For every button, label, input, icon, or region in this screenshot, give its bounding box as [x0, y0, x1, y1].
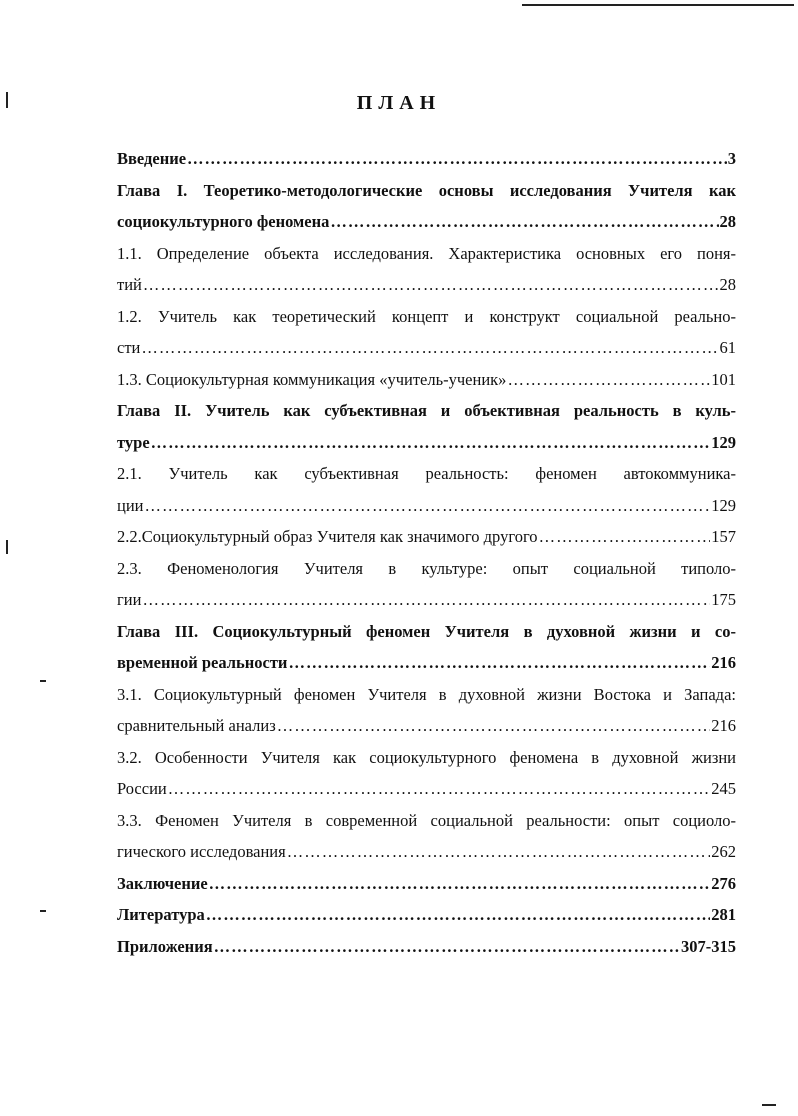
- toc-entry-label: 1.3. Социокультурная коммуникация «учитель-ученик»: [117, 369, 507, 389]
- toc-entry: [117, 836, 736, 868]
- toc-entry: [117, 206, 736, 238]
- toc-entry-label: гического исследования: [117, 842, 286, 861]
- toc-entry-label: Введение: [117, 149, 187, 168]
- scan-artifact-top-rule: [522, 4, 794, 6]
- toc-page-number: 245: [711, 779, 736, 798]
- page-title: ПЛАН: [356, 92, 442, 114]
- toc-leader-dots: [145, 490, 711, 522]
- toc-entry: [117, 490, 736, 522]
- toc-page-number: 276: [711, 873, 736, 893]
- toc-page-number: 28: [719, 275, 736, 294]
- toc-entry-first-line: 1.1. Определение объекта исследования. Характеристика основных его поня-: [117, 243, 736, 263]
- toc-leader-dots: [209, 868, 711, 900]
- toc-entry: [117, 427, 736, 459]
- toc-entry-label: Заключение: [117, 873, 208, 893]
- toc-entry-label: сти: [117, 338, 141, 357]
- toc-entry-label: Приложения: [117, 936, 213, 956]
- toc-entry: [117, 710, 736, 742]
- toc-entry: [117, 773, 736, 805]
- toc-leader-dots: [187, 143, 727, 175]
- toc-entry: [117, 584, 736, 616]
- toc-entry-first-line: Глава I. Теоретико-методологические основы исследования Учителя как: [117, 180, 736, 200]
- toc-entry-label: ции: [117, 495, 144, 515]
- toc-leader-dots: [330, 206, 718, 238]
- toc-entry-first-line: 2.3. Феноменология Учителя в культуре: опыт социальной типоло-: [117, 558, 736, 578]
- toc-entry-label: России: [117, 779, 167, 798]
- toc-page-number: 129: [711, 432, 736, 452]
- toc-entry-first-line: 3.2. Особенности Учителя как социокультурного феномена в духовной жизни: [117, 747, 736, 767]
- toc-leader-dots: [142, 584, 710, 616]
- toc-page-number: 101: [711, 369, 736, 389]
- toc-entry: [117, 931, 736, 963]
- toc-page-number: 175: [711, 590, 736, 609]
- toc-leader-dots: [214, 931, 680, 963]
- toc-page-number: 129: [711, 495, 736, 515]
- toc-entry-label: Литература: [117, 905, 205, 924]
- toc-entry: [117, 332, 736, 364]
- toc-entry-first-line: 1.2. Учитель как теоретический концепт и конструкт социальной реально-: [117, 306, 736, 326]
- toc-entry: [117, 647, 736, 679]
- toc-leader-dots: [168, 773, 711, 805]
- toc-leader-dots: [287, 836, 711, 868]
- toc-entry-first-line: 3.1. Социокультурный феномен Учителя в духовной жизни Востока и Запада:: [117, 684, 736, 704]
- toc-entry-label: гии: [117, 590, 142, 609]
- toc-leader-dots: [539, 521, 711, 553]
- toc-entry-label: сравнительный анализ: [117, 716, 276, 735]
- toc-entry-label: социокультурного феномена: [117, 212, 330, 231]
- toc-page-number: 157: [711, 527, 736, 546]
- table-of-contents: [117, 143, 736, 962]
- toc-entry-label: 2.2.Социокультурный образ Учителя как значимого другого: [117, 527, 538, 546]
- scan-artifact-left-2: [6, 540, 8, 554]
- toc-leader-dots: [288, 647, 710, 679]
- toc-leader-dots: [143, 269, 719, 301]
- toc-entry-label: туре: [117, 432, 150, 452]
- toc-entry: [117, 868, 736, 900]
- toc-page-number: 262: [711, 842, 736, 861]
- toc-entry-first-line: 2.1. Учитель как субъективная реальность: феномен автокоммуника-: [117, 464, 736, 483]
- toc-page-number: 216: [711, 716, 736, 735]
- toc-leader-dots: [277, 710, 711, 742]
- toc-entry-first-line: 3.3. Феномен Учителя в современной социальной реальности: опыт социоло-: [117, 810, 736, 830]
- scan-artifact-left-3: [40, 680, 46, 682]
- toc-entry-label: тий: [117, 275, 142, 294]
- toc-entry: [117, 143, 736, 175]
- toc-leader-dots: [206, 899, 710, 931]
- toc-page-number: 281: [711, 905, 736, 924]
- toc-page-number: 61: [719, 338, 736, 357]
- toc-entry-first-line: Глава II. Учитель как субъективная и объективная реальность в куль-: [117, 401, 736, 420]
- toc-page-number: 307-315: [681, 936, 736, 956]
- scan-artifact-bottom: [762, 1104, 776, 1106]
- toc-entry: [117, 521, 736, 553]
- toc-entry: [117, 899, 736, 931]
- toc-leader-dots: [141, 332, 718, 364]
- toc-entry: [117, 269, 736, 301]
- toc-leader-dots: [507, 364, 710, 396]
- scan-artifact-left-4: [40, 910, 46, 912]
- toc-entry-label: временной реальности: [117, 653, 288, 672]
- toc-leader-dots: [151, 427, 711, 459]
- toc-entry-first-line: Глава III. Социокультурный феномен Учителя в духовной жизни и со-: [117, 621, 736, 641]
- toc-page-number: 216: [711, 653, 736, 672]
- toc-page-number: 3: [727, 149, 736, 168]
- toc-page-number: 28: [719, 212, 736, 231]
- toc-entry: [117, 364, 736, 396]
